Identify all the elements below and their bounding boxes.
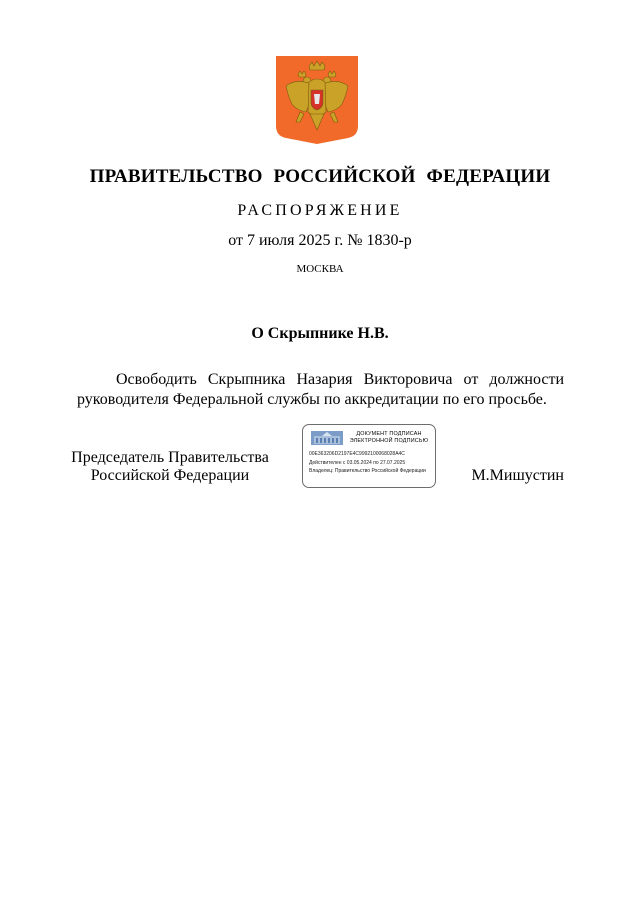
stamp-heading-line2: ЭЛЕКТРОННОЙ ПОДПИСЬЮ [349, 438, 429, 444]
signer-name: М.Мишустин [471, 467, 564, 484]
stamp-heading [343, 431, 435, 445]
stamp-validity: Действителен с 03.05.2024 по 27.07.2025 [309, 460, 406, 466]
signer-position-line1: Председатель Правительства [71, 449, 269, 466]
stamp-owner: Владелец: Правительство Российской Федерации [309, 468, 426, 474]
document-place: МОСКВА [296, 263, 344, 275]
document-subject: О Скрыпнике Н.В. [251, 325, 389, 342]
stamp-certificate: 00E363206D2197E4C9992100068028A4C [309, 451, 405, 457]
stamp-heading-line1: ДОКУМЕНТ ПОДПИСАН [356, 431, 422, 437]
electronic-signature-stamp [302, 424, 436, 488]
signer-position-line2: Российской Федерации [90, 467, 250, 484]
government-title: ПРАВИТЕЛЬСТВО РОССИЙСКОЙ ФЕДЕРАЦИИ [89, 166, 551, 187]
government-building-icon [310, 430, 344, 446]
signer-position [70, 449, 270, 485]
coat-of-arms-emblem [276, 56, 358, 144]
order-paragraph: Освободить Скрыпника Назария Викторовича от должности руководителя Федеральной службы по аккредитации по его просьбе. [77, 371, 564, 408]
coat-of-arms-icon [276, 56, 358, 144]
document-type: РАСПОРЯЖЕНИЕ [237, 202, 403, 219]
document-date-number: от 7 июля 2025 г. № 1830-р [228, 232, 412, 249]
